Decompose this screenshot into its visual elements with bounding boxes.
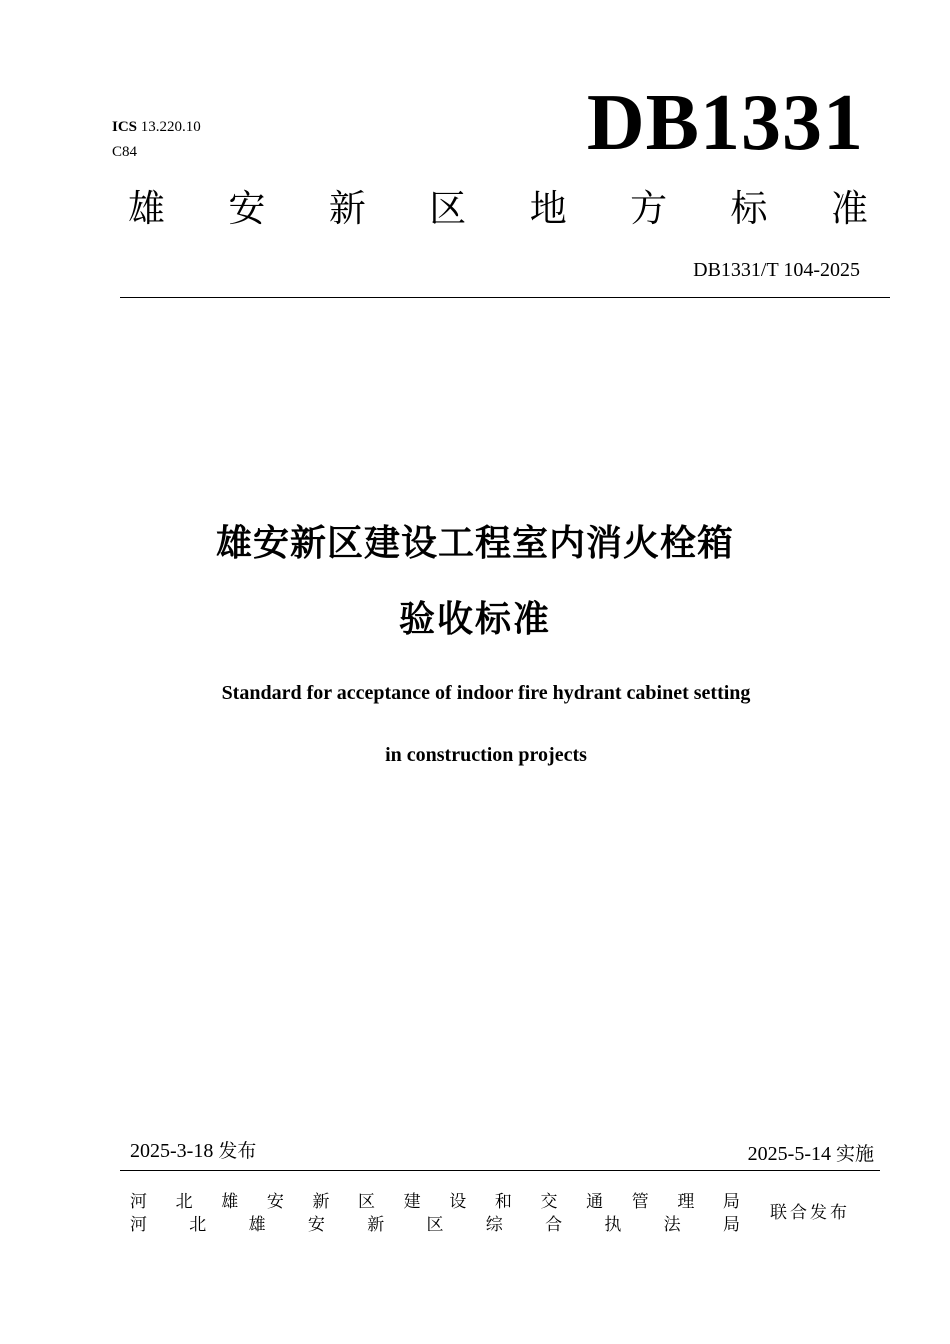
title-en-line2: in construction projects — [385, 744, 587, 766]
issuer-2 — [130, 1214, 740, 1236]
issuer-2-char: 局 — [722, 1215, 740, 1235]
joint-release: 联合发布 — [770, 1203, 850, 1223]
standard-logo: DB1331 — [586, 79, 864, 167]
issuer-2-char: 综 — [485, 1215, 503, 1235]
issuer-2-char: 河 — [130, 1215, 147, 1235]
ics-code — [112, 118, 201, 137]
standard-type-title — [128, 184, 868, 234]
issuer-1-char: 区 — [358, 1192, 376, 1212]
ics-label: ICS — [112, 119, 138, 135]
issuer-1-char: 雄 — [221, 1192, 239, 1212]
issue-date — [130, 1138, 256, 1164]
issuer-2-char: 执 — [604, 1215, 622, 1235]
issuer-2-char: 合 — [545, 1215, 563, 1235]
standard-type-char: 地 — [529, 187, 567, 230]
issuer-1-char: 新 — [312, 1192, 330, 1212]
title-en-line1: Standard for acceptance of indoor fire hydrant cabinet setting — [221, 682, 751, 704]
issuer-1-char: 局 — [722, 1192, 740, 1212]
implement-date — [748, 1141, 874, 1167]
footer-divider — [120, 1170, 880, 1171]
implement-label: 实施 — [835, 1143, 874, 1165]
standard-type-char: 标 — [730, 187, 768, 230]
issuer-1-char: 安 — [266, 1192, 284, 1212]
ccs-code: C84 — [112, 144, 138, 160]
issuer-1-char: 北 — [175, 1192, 193, 1212]
standard-type-char: 区 — [429, 187, 467, 230]
standard-type-char: 安 — [228, 187, 266, 230]
header-divider — [120, 297, 890, 298]
standard-type-char: 新 — [328, 187, 366, 230]
issuer-2-char: 雄 — [248, 1215, 266, 1235]
title-cn-line1: 雄安新区建设工程室内消火栓箱 — [215, 523, 734, 564]
standard-type-char: 方 — [630, 187, 668, 230]
issuer-1-char: 建 — [403, 1192, 421, 1212]
issuer-2-char: 法 — [663, 1215, 681, 1235]
issuer-2-char: 北 — [189, 1215, 207, 1235]
standard-type-char: 雄 — [128, 187, 165, 230]
issuer-1-char: 交 — [540, 1192, 558, 1212]
title-cn-line2: 验收标准 — [398, 599, 551, 640]
issuer-1-char: 通 — [586, 1192, 604, 1212]
standard-number: DB1331/T 104-2025 — [693, 259, 860, 281]
issuer-2-char: 新 — [367, 1215, 385, 1235]
issuer-1-char: 管 — [631, 1192, 649, 1212]
implement-date-value: 2025-5-14 — [747, 1143, 831, 1165]
ics-value: 13.220.10 — [140, 119, 201, 135]
issuer-1-char: 理 — [677, 1192, 695, 1212]
issuer-1 — [130, 1191, 740, 1213]
issue-label: 发布 — [218, 1140, 257, 1162]
issuer-2-char: 安 — [307, 1215, 325, 1235]
issue-date-value: 2025-3-18 — [130, 1140, 214, 1162]
issuer-1-char: 河 — [130, 1192, 147, 1212]
standard-type-char: 准 — [830, 187, 868, 230]
issuer-2-char: 区 — [426, 1215, 444, 1235]
issuer-1-char: 设 — [449, 1192, 467, 1212]
issuer-1-char: 和 — [494, 1192, 512, 1212]
